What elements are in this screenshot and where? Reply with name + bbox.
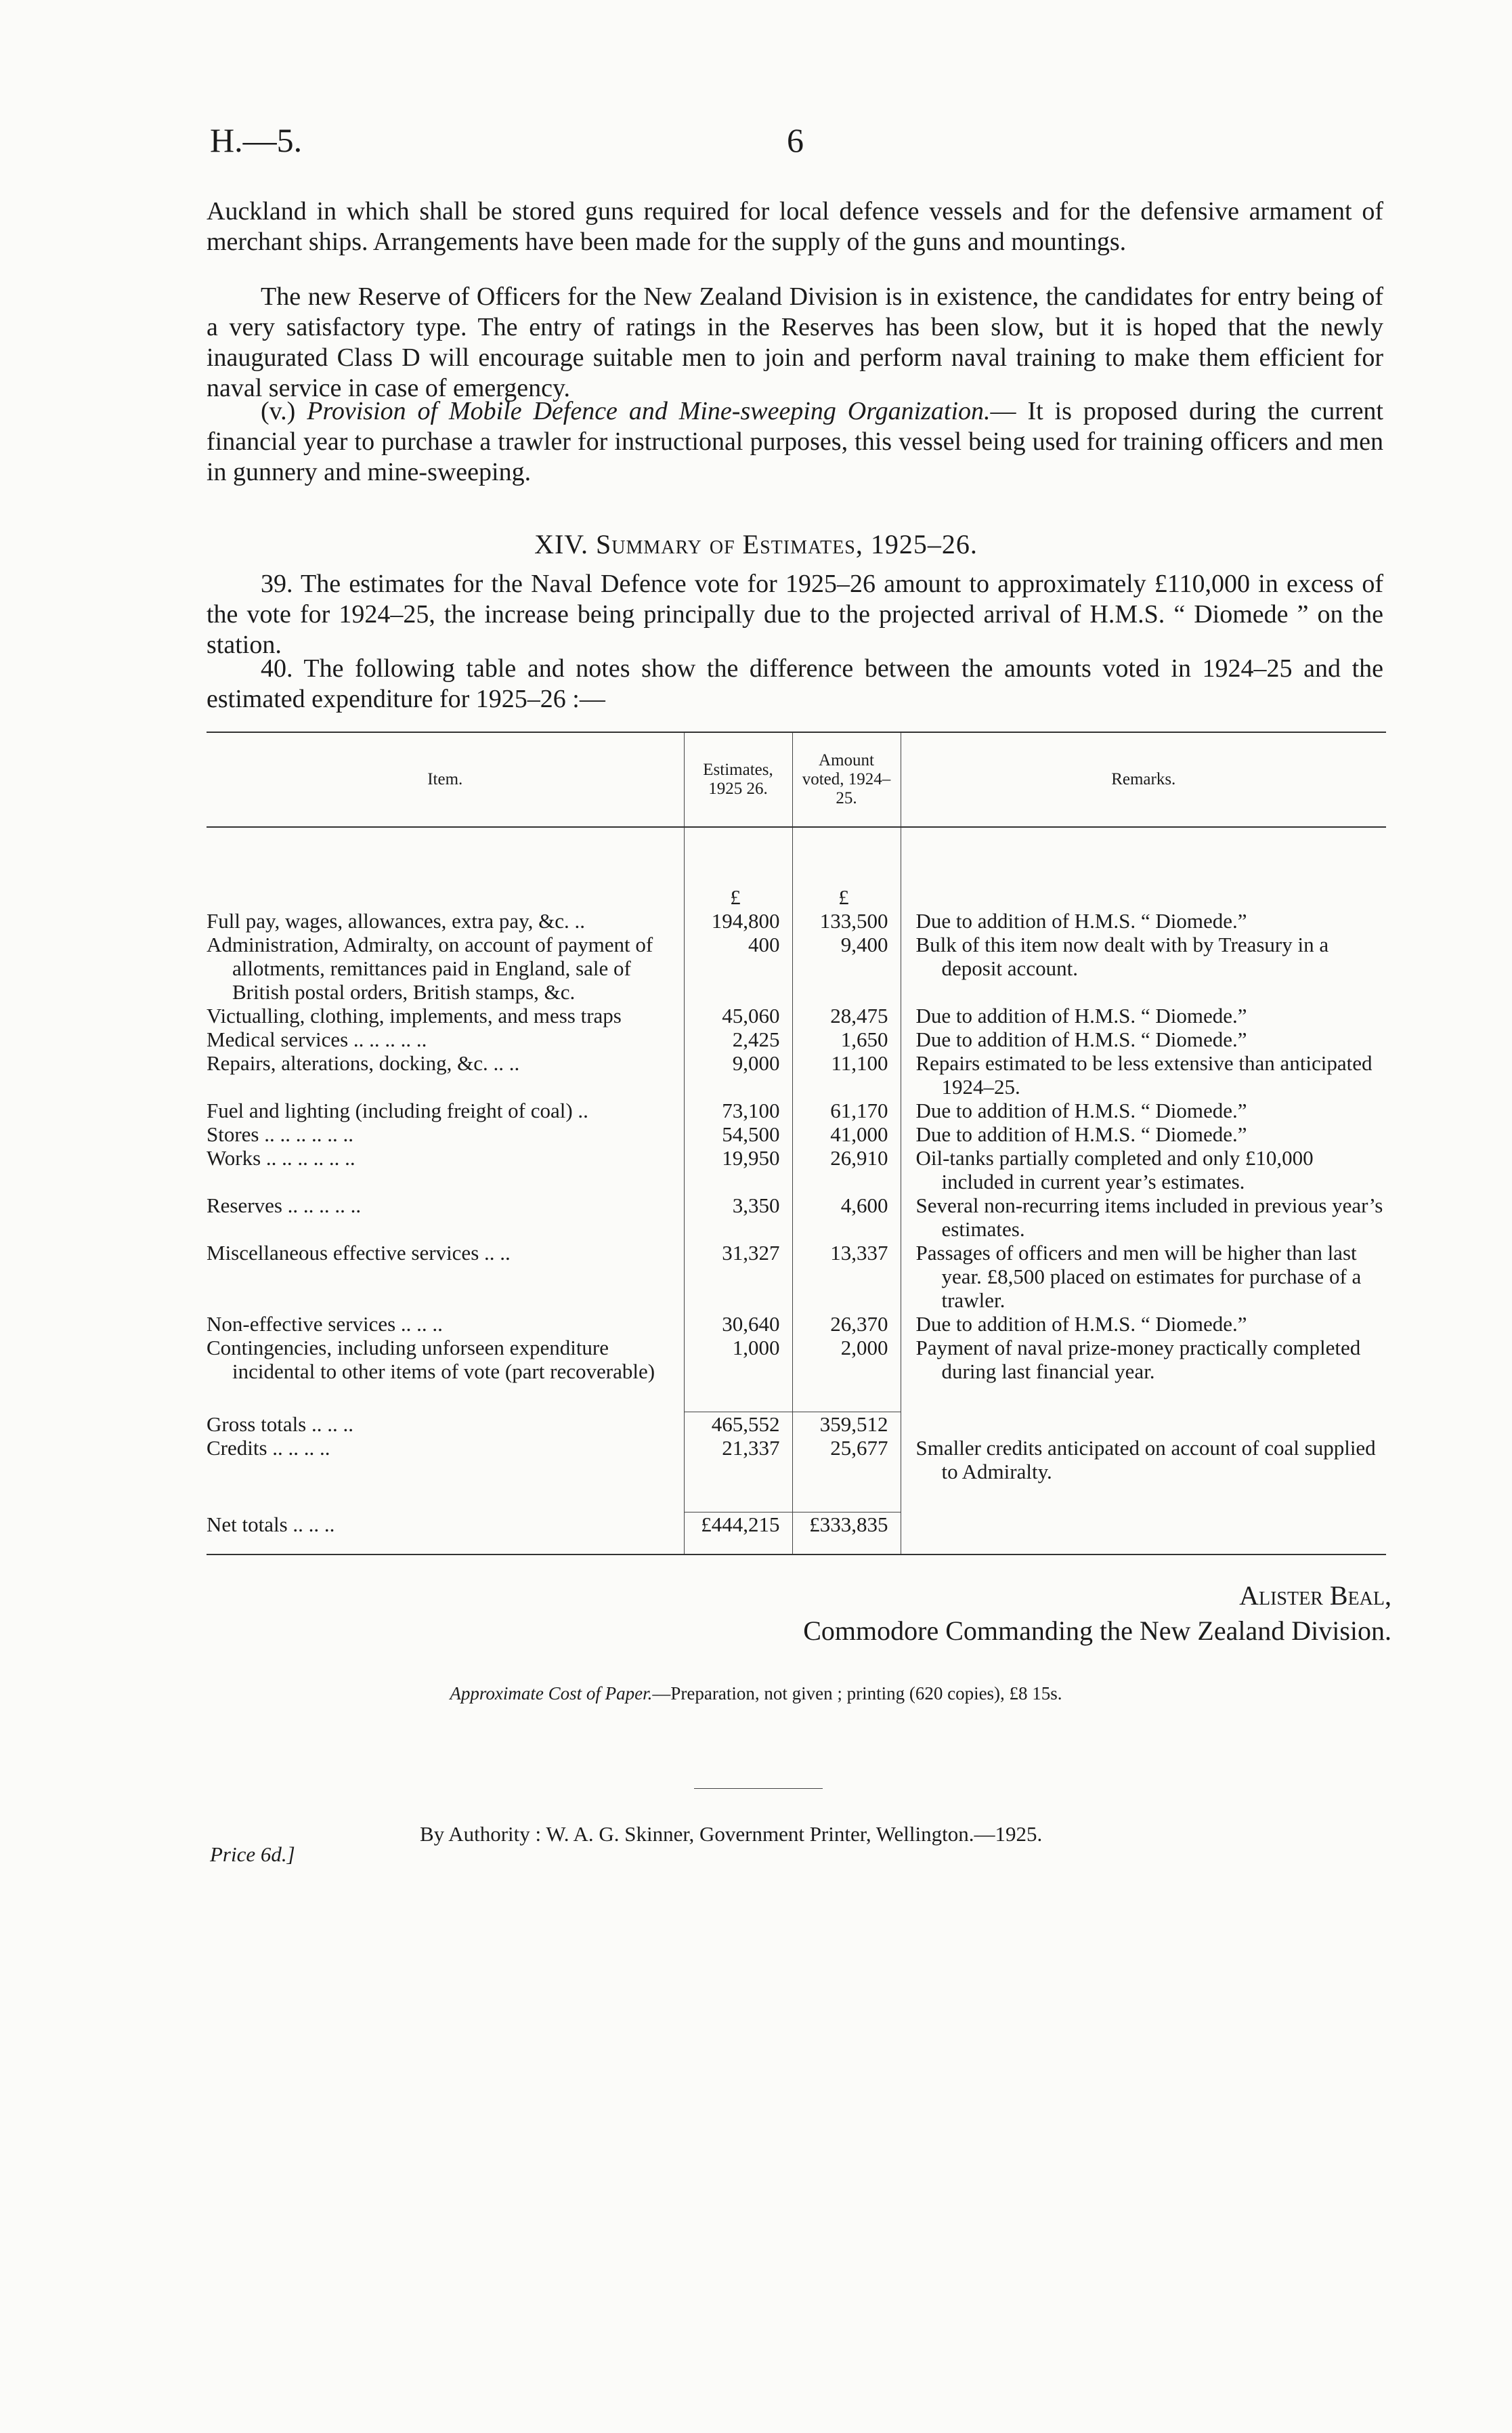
row-estimate: 3,350 <box>684 1193 792 1241</box>
row-remarks: Due to addition of H.M.S. “ Diomede.” <box>915 1312 1247 1336</box>
row-item: Stores .. .. .. .. .. .. <box>207 1122 353 1146</box>
row-voted: 28,475 <box>792 1004 901 1028</box>
row-estimate: 400 <box>684 933 792 1004</box>
table-row <box>207 933 1386 1004</box>
credits-voted: 25,677 <box>792 1436 901 1483</box>
credits-label: Credits .. .. .. .. <box>207 1436 330 1460</box>
row-item: Victualling, clothing, implements, and mess traps <box>207 1004 622 1028</box>
credits-row <box>207 1436 1386 1483</box>
spacer-row <box>207 1383 1386 1412</box>
section-number: XIV. <box>534 529 589 559</box>
row-item: Full pay, wages, allowances, extra pay, &c. .. <box>207 909 585 933</box>
page-number: 6 <box>787 121 804 159</box>
table-row <box>207 1099 1386 1122</box>
row-voted: 9,400 <box>792 933 901 1004</box>
cost-of-paper <box>0 1683 1512 1704</box>
row-item: Medical services .. .. .. .. .. <box>207 1028 427 1051</box>
row-item: Administration, Admiralty, on account of payment of allotments, remittances paid in England, sale of British postal orders, British stamps, &c. <box>207 933 653 1004</box>
row-remarks: Payment of naval prize-money practically completed during last financial year. <box>915 1336 1361 1383</box>
row-voted: 2,000 <box>792 1336 901 1383</box>
row-estimate: 31,327 <box>684 1241 792 1312</box>
unit-estimates: £ <box>684 827 792 909</box>
estimates-table <box>207 732 1386 1555</box>
signatory-title: Commodore Commanding the New Zealand Division. <box>803 1615 1391 1646</box>
row-voted: 11,100 <box>792 1051 901 1099</box>
header-remarks: Remarks. <box>901 732 1386 827</box>
paragraph-39: 39. The estimates for the Naval Defence vote for 1925–26 amount to approximately £110,000 in excess of the vote for 1924–25, the increase being principally due to the projected arrival of H.M.S. “ Diomede ” on the station. <box>207 570 1383 659</box>
row-remarks: Due to addition of H.M.S. “ Diomede.” <box>915 1028 1247 1051</box>
row-remarks: Passages of officers and men will be higher than last year. £8,500 placed on estimates for purchase of a trawler. <box>915 1241 1362 1312</box>
row-remarks: Oil-tanks partially completed and only £10,000 included in current year’s estimates. <box>915 1146 1314 1193</box>
row-voted: 41,000 <box>792 1122 901 1146</box>
row-voted: 133,500 <box>792 909 901 933</box>
unit-voted: £ <box>792 827 901 909</box>
document-reference: H.—5. <box>210 121 303 159</box>
signatory-name: Alister Beal, <box>1239 1580 1391 1611</box>
row-estimate: 54,500 <box>684 1122 792 1146</box>
table-row <box>207 1146 1386 1193</box>
table-row <box>207 909 1386 933</box>
row-voted: 26,910 <box>792 1146 901 1193</box>
paragraph-mobile-defence <box>207 396 1383 488</box>
paragraph-guns: Auckland in which shall be stored guns required for local defence vessels and for the defensive armament of merchant ships. Arrangements have been made for the supply of the guns and mountings. <box>207 197 1383 256</box>
section-heading: Summary of Estimates, 1925–26. <box>596 529 978 559</box>
row-estimate: 19,950 <box>684 1146 792 1193</box>
row-item: Non-effective services .. .. .. <box>207 1312 443 1336</box>
row-estimate: 194,800 <box>684 909 792 933</box>
table-row <box>207 1241 1386 1312</box>
row-remarks: Due to addition of H.M.S. “ Diomede.” <box>915 1122 1247 1146</box>
row-item: Works .. .. .. .. .. .. <box>207 1146 355 1170</box>
net-totals-estimates: £444,215 <box>684 1512 792 1555</box>
unit-row <box>207 827 1386 909</box>
cost-text: —Preparation, not given ; printing (620 copies), £8 15s. <box>652 1683 1062 1704</box>
paragraph-40: 40. The following table and notes show the difference between the amounts voted in 1924–25 and the estimated expenditure for 1925–26 :— <box>207 654 1383 713</box>
row-voted: 1,650 <box>792 1028 901 1051</box>
row-remarks: Due to addition of H.M.S. “ Diomede.” <box>915 1004 1247 1028</box>
table-row <box>207 1051 1386 1099</box>
row-item: Fuel and lighting (including freight of coal) .. <box>207 1099 588 1122</box>
table-row <box>207 1336 1386 1383</box>
row-remarks: Due to addition of H.M.S. “ Diomede.” <box>915 1099 1247 1122</box>
gross-totals-estimates: 465,552 <box>684 1412 792 1437</box>
divider-rule <box>694 1788 823 1789</box>
row-estimate: 2,425 <box>684 1028 792 1051</box>
section-title <box>0 528 1512 560</box>
credits-estimates: 21,337 <box>684 1436 792 1483</box>
paragraph-body: — It is proposed during the current financial year to purchase a trawler for instructional purposes, this vessel being used for training officers and men in gunnery and mine-sweeping. <box>207 397 1383 486</box>
printer-authority: By Authority : W. A. G. Skinner, Government Printer, Wellington.—1925. <box>420 1822 1043 1846</box>
paragraph-reserves: The new Reserve of Officers for the New Zealand Division is in existence, the candidates for entry being of a very satisfactory type. The entry of ratings in the Reserves has been slow, but it is hoped that the newly inaugurated Class D will encourage suitable men to join and perform naval training to make them efficient for naval service in case of emergency. <box>207 282 1383 402</box>
gross-totals-voted: 359,512 <box>792 1412 901 1437</box>
row-voted: 26,370 <box>792 1312 901 1336</box>
gross-totals-label: Gross totals .. .. .. <box>207 1412 353 1436</box>
paragraph-heading: Provision of Mobile Defence and Mine-sweeping Organization. <box>307 397 991 425</box>
row-voted: 13,337 <box>792 1241 901 1312</box>
header-voted: Amount voted, 1924–25. <box>792 732 901 827</box>
row-item: Reserves .. .. .. .. .. <box>207 1193 362 1217</box>
header-item: Item. <box>207 732 684 827</box>
signature-block <box>803 1578 1391 1649</box>
row-remarks: Bulk of this item now dealt with by Treasury in a deposit account. <box>915 933 1329 980</box>
table-header-row <box>207 732 1386 827</box>
row-item: Contingencies, including unforseen expenditure incidental to other items of vote (part recoverable) <box>207 1336 655 1383</box>
row-estimate: 1,000 <box>684 1336 792 1383</box>
net-totals-label: Net totals .. .. .. <box>207 1512 684 1555</box>
paragraph-number: (v.) <box>261 397 296 425</box>
header-estimates: Estimates, 1925 26. <box>684 732 792 827</box>
row-item: Miscellaneous effective services .. .. <box>207 1241 511 1265</box>
cost-label: Approximate Cost of Paper. <box>450 1683 653 1704</box>
credits-remarks: Smaller credits anticipated on account of coal supplied to Admiralty. <box>915 1436 1376 1483</box>
row-voted: 61,170 <box>792 1099 901 1122</box>
table-row <box>207 1004 1386 1028</box>
table-row <box>207 1312 1386 1336</box>
row-remarks: Several non-recurring items included in previous year’s estimates. <box>915 1193 1383 1241</box>
price-note: Price 6d.] <box>210 1842 295 1866</box>
row-voted: 4,600 <box>792 1193 901 1241</box>
row-item: Repairs, alterations, docking, &c. .. .. <box>207 1051 520 1075</box>
row-estimate: 9,000 <box>684 1051 792 1099</box>
row-estimate: 73,100 <box>684 1099 792 1122</box>
table-row <box>207 1193 1386 1241</box>
row-estimate: 30,640 <box>684 1312 792 1336</box>
table-row <box>207 1122 1386 1146</box>
spacer-row <box>207 1483 1386 1512</box>
table-row <box>207 1028 1386 1051</box>
row-remarks: Due to addition of H.M.S. “ Diomede.” <box>915 909 1247 933</box>
net-totals-voted: £333,835 <box>792 1512 901 1555</box>
row-remarks: Repairs estimated to be less extensive than anticipated 1924–25. <box>915 1051 1373 1099</box>
row-estimate: 45,060 <box>684 1004 792 1028</box>
net-totals-row <box>207 1512 1386 1555</box>
gross-totals-row <box>207 1412 1386 1437</box>
